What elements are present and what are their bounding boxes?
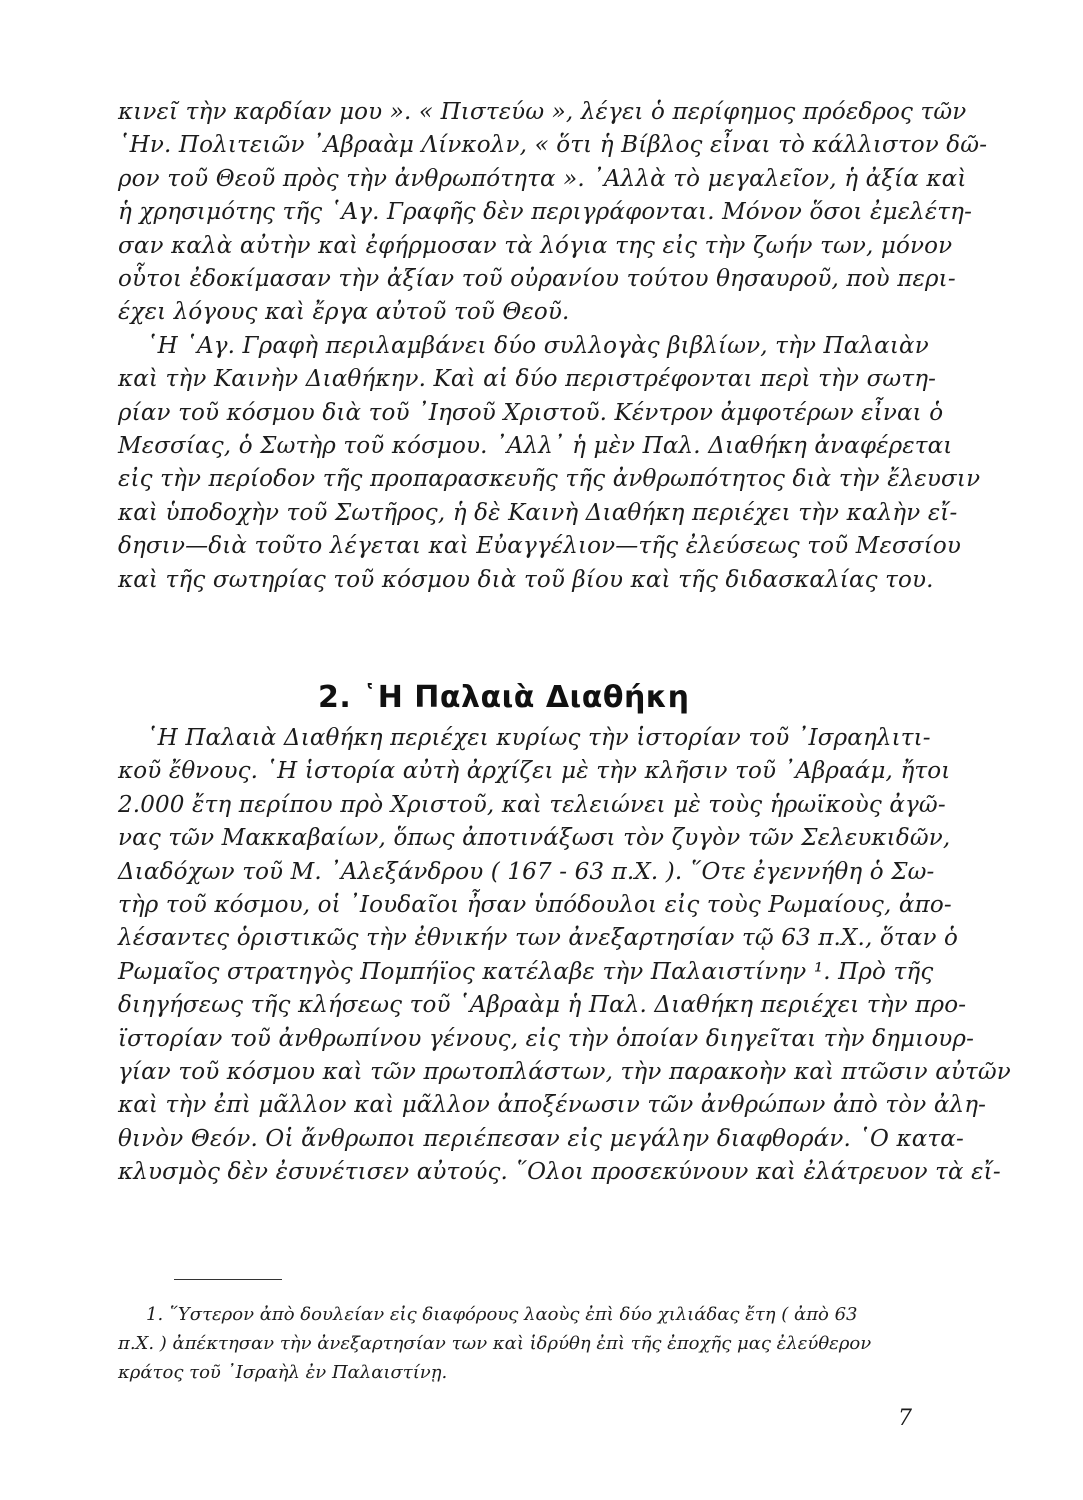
main-paragraph	[118, 722, 1011, 1190]
text-line: κινεῖ τὴν καρδίαν μου ». « Πιστεύω », λέγει ὁ περίφημος πρόεδρος τῶν	[118, 99, 967, 125]
text-line: ρίαν τοῦ κόσμου διὰ τοῦ ᾿Ιησοῦ Χριστοῦ. Κέντρον ἀμφοτέρων εἶναι ὁ	[118, 399, 944, 426]
text-line: καὶ τὴν Καινὴν Διαθήκην. Καὶ αἱ δύο περιστρέφονται περὶ τὴν σωτη-	[118, 366, 937, 393]
text-line: ρον τοῦ Θεοῦ πρὸς τὴν ἀνθρωπότητα ». ᾿Αλλὰ τὸ μεγαλεῖον, ἡ ἀξία καὶ	[118, 165, 967, 192]
text-line: ῾Ην. Πολιτειῶν ᾿Αβραὰμ Λίνκολν, « ὅτι ἡ Βίβλος εἶναι τὸ κάλλιστον δῶ-	[118, 132, 988, 159]
text-line: ῾Η ῾Αγ. Γραφὴ περιλαμβάνει δύο συλλογὰς βιβλίων, τὴν Παλαιὰν	[146, 332, 929, 359]
text-line: 2.000 ἔτη περίπου πρὸ Χριστοῦ, καὶ τελειώνει μὲ τοὺς ἡρωϊκοὺς ἀγῶ-	[118, 791, 946, 818]
text-line: γίαν τοῦ κόσμου καὶ τῶν πρωτοπλάστων, τὴν παρακοὴν καὶ πτῶσιν αὐτῶν	[118, 1059, 1011, 1086]
footnote	[118, 1300, 918, 1387]
text-line: ϊστορίαν τοῦ ἀνθρωπίνου γένους, εἰς τὴν ὁποίαν διηγεῖται τὴν δημιουρ-	[118, 1025, 975, 1052]
page-number: 7	[898, 1406, 912, 1431]
text-line: ἡ χρησιμότης τῆς ῾Αγ. Γραφῆς δὲν περιγράφονται. Μόνον ὅσοι ἐμελέτη-	[118, 199, 973, 226]
intro-paragraph	[118, 96, 988, 597]
text-line: έχει λόγους καὶ ἔργα αὐτοῦ τοῦ Θεοῦ.	[118, 299, 570, 326]
text-line: κλυσμὸς δὲν ἐσυνέτισεν αὐτούς. ῞Ολοι προσεκύνουν καὶ ἐλάτρευον τὰ εἴ-	[118, 1159, 1001, 1186]
text-line: ῾Η Παλαιὰ Διαθήκη περιέχει κυρίως τὴν ἱστορίαν τοῦ ᾿Ισραηλιτι-	[146, 725, 931, 751]
text-line: καὶ τῆς σωτηρίας τοῦ κόσμου διὰ τοῦ βίου καὶ τῆς διδασκαλίας του.	[118, 566, 934, 593]
text-line: τὴρ τοῦ κόσμου, οἱ ᾿Ιουδαῖοι ἦσαν ὑπόδουλοι εἰς τοὺς Ρωμαίους, ἀπο-	[118, 892, 952, 919]
text-line: καὶ ὑποδοχὴν τοῦ Σωτῆρος, ἡ δὲ Καινὴ Διαθήκη περιέχει τὴν καλὴν εἴ-	[118, 499, 958, 526]
text-line: εἰς τὴν περίοδον τῆς προπαρασκευῆς τῆς ἀνθρωπότητος διὰ τὴν ἔλευσιν	[118, 466, 981, 493]
text-line: οὗτοι ἐδοκίμασαν τὴν ἀξίαν τοῦ οὐρανίου τούτου θησαυροῦ, ποὺ περι-	[118, 266, 956, 293]
footnote-line: π.Χ. ) ἀπέκτησαν τὴν ἀνεξαρτησίαν των καὶ ἱδρύθη ἐπὶ τῆς ἐποχῆς μας ἐλεύθερον	[118, 1333, 872, 1354]
text-line: νας τῶν Μακκαβαίων, ὅπως ἀποτινάξωσι τὸν ζυγὸν τῶν Σελευκιδῶν,	[118, 825, 951, 852]
text-line: λέσαντες ὁριστικῶς τὴν ἐθνικήν των ἀνεξαρτησίαν τῷ 63 π.Χ., ὅταν ὁ	[118, 925, 959, 952]
text-line: δησιν—διὰ τοῦτο λέγεται καὶ Εὐαγγέλιον—τῆς ἐλεύσεως τοῦ Μεσσίου	[118, 533, 961, 560]
text-line: διηγήσεως τῆς κλήσεως τοῦ ῾Αβραὰμ ἡ Παλ. Διαθήκη περιέχει τὴν προ-	[118, 992, 967, 1019]
text-line: Διαδόχων τοῦ Μ. ᾿Αλεξάνδρου ( 167 - 63 π.Χ. ). ῞Οτε ἐγεννήθη ὁ Σω-	[118, 858, 935, 885]
footnote-line: 1. ῞Υστερον ἀπὸ δουλείαν εἰς διαφόρους λαοὺς ἐπὶ δύο χιλιάδας ἔτη ( ἀπὸ 63	[146, 1304, 858, 1325]
footnote-line: κράτος τοῦ ᾿Ισραὴλ ἐν Παλαιστίνῃ.	[118, 1362, 448, 1383]
text-line: καὶ τὴν ἐπὶ μᾶλλον καὶ μᾶλλον ἀποξένωσιν τῶν ἀνθρώπων ἀπὸ τὸν ἀλη-	[118, 1092, 987, 1119]
text-line: κοῦ ἔθνους. ῾Η ἱστορία αὐτὴ ἀρχίζει μὲ τὴν κλῆσιν τοῦ ᾿Αβραάμ, ἤτοι	[118, 758, 951, 785]
footnote-divider	[174, 1279, 282, 1280]
text-line: Μεσσίας, ὁ Σωτὴρ τοῦ κόσμου. ᾿Αλλ᾿ ἡ μὲν Παλ. Διαθήκη ἀναφέρεται	[118, 433, 953, 460]
section-heading: 2. ῾Η Παλαιὰ Διαθήκη	[318, 680, 690, 715]
text-line: σαν καλὰ αὐτὴν καὶ ἐφήρμοσαν τὰ λόγια της εἰς τὴν ζωήν των, μόνον	[118, 232, 953, 259]
text-line: θινὸν Θεόν. Οἱ ἄνθρωποι περιέπεσαν εἰς μεγάλην διαφθοράν. ῾Ο κατα-	[118, 1125, 964, 1152]
text-line: Ρωμαῖος στρατηγὸς Πομπήϊος κατέλαβε τὴν Παλαιστίνην ¹. Πρὸ τῆς	[118, 958, 934, 985]
